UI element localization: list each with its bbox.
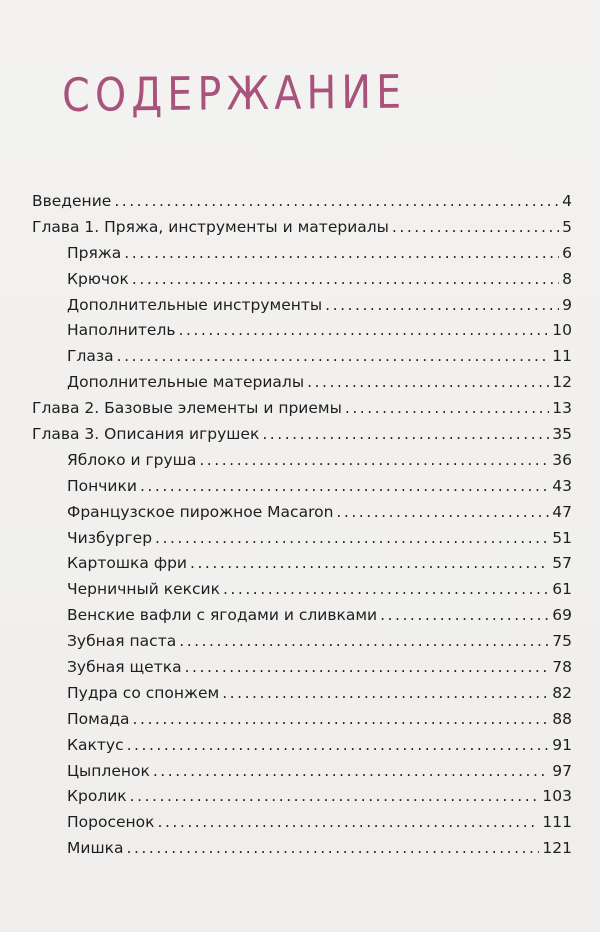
toc-entry-title: Французское пирожное Macaron — [67, 502, 334, 521]
toc-subentry — [32, 267, 572, 293]
toc-entry-title: Глава 2. Базовые элементы и приемы — [32, 399, 342, 418]
toc-subentry — [32, 241, 572, 267]
toc-subentry — [32, 474, 572, 500]
toc-subentry — [32, 577, 572, 603]
toc-entry-title: Пряжа — [67, 243, 122, 262]
toc-chapter — [32, 215, 572, 241]
toc-page-number: 82 — [552, 683, 572, 702]
dot-leader — [114, 189, 559, 215]
toc-page-number: 97 — [552, 761, 572, 780]
toc-chapter — [32, 189, 572, 215]
toc-page-number: 69 — [552, 606, 572, 625]
toc-subentry — [32, 318, 572, 344]
dot-leader — [130, 784, 540, 810]
toc-subentry — [32, 836, 572, 862]
dot-leader — [380, 603, 549, 629]
toc-subentry — [32, 784, 572, 810]
toc-entry-title: Дополнительные инструменты — [67, 295, 323, 314]
toc-page-number: 57 — [552, 554, 572, 573]
dot-leader — [199, 448, 549, 474]
dot-leader — [185, 655, 550, 681]
toc-page-number: 13 — [552, 399, 572, 418]
toc-subentry — [32, 707, 572, 733]
dot-leader — [127, 733, 550, 759]
toc-subentry — [32, 655, 572, 681]
dot-leader — [392, 215, 559, 241]
toc-page-number: 9 — [562, 295, 572, 314]
toc-page-number: 88 — [552, 709, 572, 728]
toc-subentry — [32, 500, 572, 526]
toc-page-number: 11 — [552, 347, 572, 366]
toc-page-number: 12 — [552, 373, 572, 392]
toc-subentry — [32, 810, 572, 836]
toc-entry-title: Помада — [67, 709, 130, 728]
toc-entry-title: Чизбургер — [67, 528, 153, 547]
toc-subentry — [32, 293, 572, 319]
toc-page-number: 5 — [562, 217, 572, 236]
toc-subentry — [32, 370, 572, 396]
toc-entry-title: Зубная щетка — [67, 658, 182, 677]
toc-entry-title: Наполнитель — [67, 321, 176, 340]
toc-subentry — [32, 733, 572, 759]
toc-page-number: 43 — [552, 476, 572, 495]
dot-leader — [336, 500, 549, 526]
toc-page-number: 51 — [552, 528, 572, 547]
dot-leader — [127, 836, 540, 862]
dot-leader — [155, 526, 549, 552]
dot-leader — [124, 241, 559, 267]
toc-subentry — [32, 629, 572, 655]
toc-subentry — [32, 448, 572, 474]
toc-entry-title: Кролик — [67, 787, 127, 806]
dot-leader — [262, 422, 549, 448]
toc-page-number: 6 — [562, 243, 572, 262]
toc-entry-title: Черничный кексик — [67, 580, 220, 599]
dot-leader — [133, 707, 550, 733]
toc-subentry — [32, 681, 572, 707]
toc-entry-title: Пудра со спонжем — [67, 683, 220, 702]
toc-entry-title: Пончики — [67, 476, 137, 495]
toc-page-number: 75 — [552, 632, 572, 651]
toc-entry-title: Зубная паста — [67, 632, 177, 651]
contents-heading: СОДЕРЖАНИЕ — [61, 64, 407, 122]
toc-page-number: 47 — [552, 502, 572, 521]
toc-entry-title: Поросенок — [67, 813, 155, 832]
toc-subentry — [32, 759, 572, 785]
toc-page-number: 35 — [552, 425, 572, 444]
dot-leader — [325, 293, 559, 319]
toc-page-number: 61 — [552, 580, 572, 599]
toc-entry-title: Крючок — [67, 269, 129, 288]
toc-page-number: 8 — [562, 269, 572, 288]
dot-leader — [222, 681, 549, 707]
toc-page-number: 78 — [552, 658, 572, 677]
toc-entry-title: Глаза — [67, 347, 114, 366]
dot-leader — [153, 759, 549, 785]
toc-subentry — [32, 551, 572, 577]
dot-leader — [345, 396, 549, 422]
toc-subentry — [32, 603, 572, 629]
toc-entry-title: Введение — [32, 192, 112, 210]
toc-chapter — [32, 396, 572, 422]
table-of-contents — [32, 189, 572, 862]
toc-entry-title: Глава 3. Описания игрушек — [32, 425, 260, 444]
toc-entry-title: Картошка фри — [67, 554, 187, 573]
dot-leader — [179, 318, 550, 344]
toc-entry-title: Цыпленок — [67, 761, 150, 780]
toc-page-number: 111 — [542, 813, 572, 832]
toc-page-number: 4 — [562, 192, 572, 210]
toc-page-number: 103 — [542, 787, 572, 806]
toc-entry-title: Венские вафли с ягодами и сливками — [67, 606, 378, 625]
toc-page-number: 10 — [552, 321, 572, 340]
dot-leader — [132, 267, 559, 293]
toc-page-number: 91 — [552, 735, 572, 754]
dot-leader — [190, 551, 549, 577]
toc-page-number: 121 — [542, 839, 572, 858]
toc-subentry — [32, 526, 572, 552]
toc-entry-title: Дополнительные материалы — [67, 373, 305, 392]
dot-leader — [307, 370, 549, 396]
toc-chapter — [32, 422, 572, 448]
toc-entry-title: Яблоко и груша — [67, 450, 197, 469]
dot-leader — [223, 577, 549, 603]
dot-leader — [158, 810, 540, 836]
toc-entry-title: Кактус — [67, 735, 124, 754]
toc-entry-title: Мишка — [67, 839, 124, 858]
toc-entry-title: Глава 1. Пряжа, инструменты и материалы — [32, 217, 389, 236]
toc-page-number: 36 — [552, 450, 572, 469]
dot-leader — [117, 344, 550, 370]
dot-leader — [140, 474, 549, 500]
dot-leader — [179, 629, 549, 655]
toc-subentry — [32, 344, 572, 370]
